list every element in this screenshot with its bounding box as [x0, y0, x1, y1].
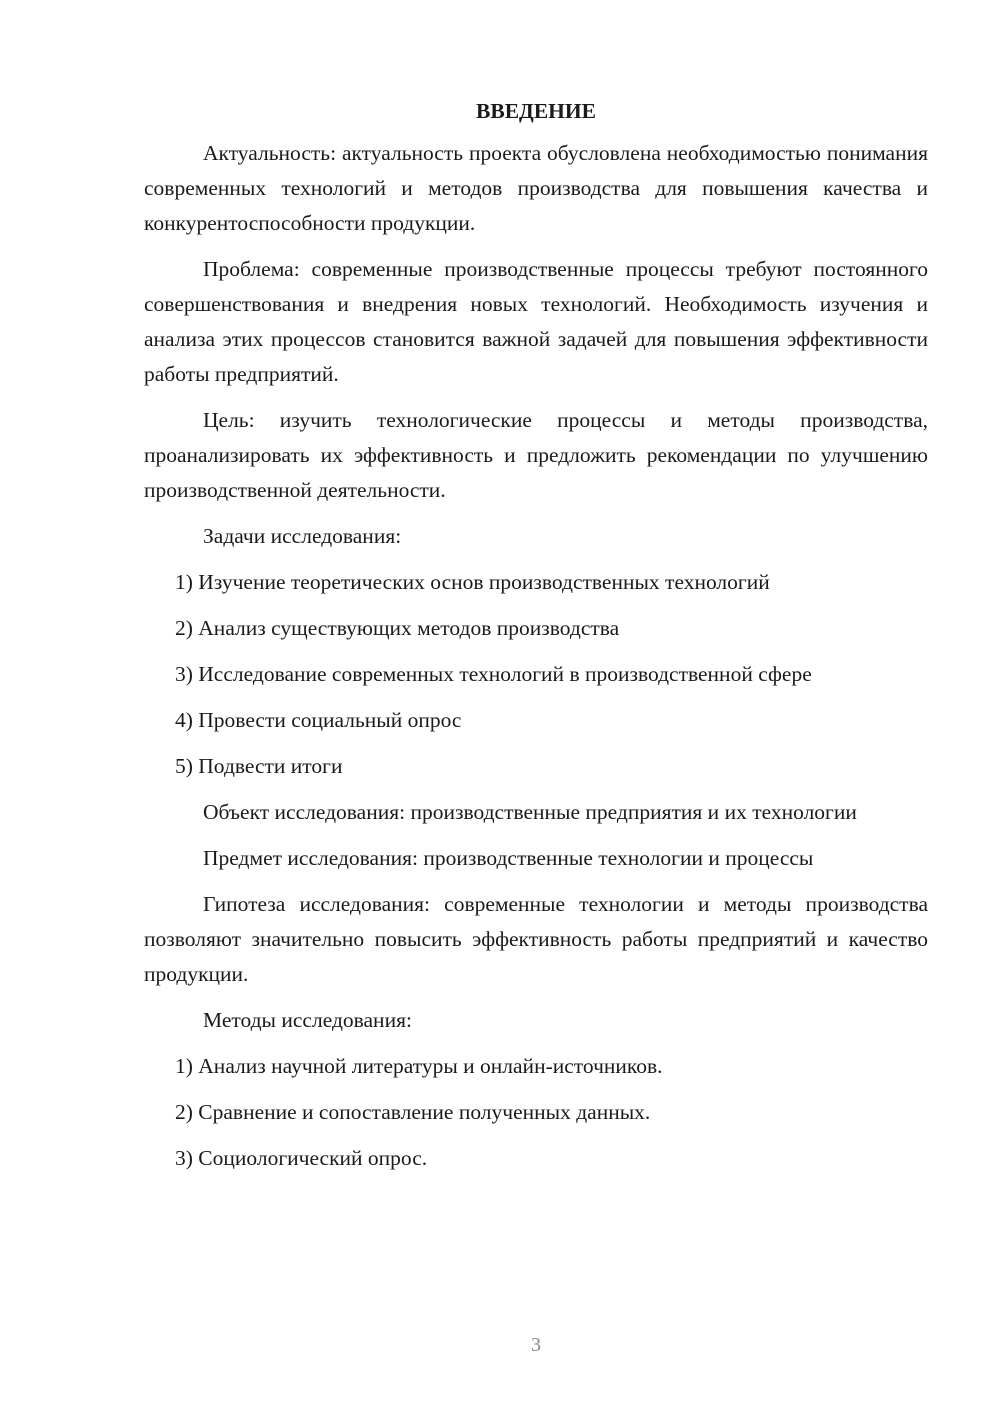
subject-paragraph: Предмет исследования: производственные технологии и процессы [203, 846, 814, 870]
section-title: ВВЕДЕНИЕ [476, 99, 596, 123]
list-item: 2) Сравнение и сопоставление полученных данных. [175, 1100, 651, 1124]
tasks-list [144, 565, 928, 784]
methods-list [144, 1049, 928, 1176]
hypothesis-paragraph: Гипотеза исследования: современные технологии и методы производства позволяют значительно повысить эффективность работы предприятий и качество продукции. [144, 892, 928, 986]
list-item: 3) Исследование современных технологий в производственной сфере [175, 662, 812, 686]
object-paragraph: Объект исследования: производственные предприятия и их технологии [203, 800, 857, 824]
list-item: 1) Изучение теоретических основ производственных технологий [175, 570, 770, 594]
list-item: 5) Подвести итоги [175, 754, 343, 778]
list-item: 3) Социологический опрос. [175, 1146, 428, 1170]
problem-paragraph: Проблема: современные производственные процессы требуют постоянного совершенствования и внедрения новых технологий. Необходимость изучения и анализа этих процессов становится важной задачей для повышения эффективности работы предприятий. [144, 257, 928, 386]
document-body [144, 96, 928, 1187]
tasks-heading: Задачи исследования: [203, 524, 402, 548]
list-item: 4) Провести социальный опрос [175, 708, 462, 732]
methods-heading: Методы исследования: [203, 1008, 412, 1032]
goal-paragraph: Цель: изучить технологические процессы и методы производства, проанализировать их эффективность и предложить рекомендации по улучшению производственной деятельности. [144, 408, 928, 502]
list-item: 2) Анализ существующих методов производства [175, 616, 620, 640]
list-item: 1) Анализ научной литературы и онлайн-источников. [175, 1054, 663, 1078]
page-number: 3 [531, 1334, 541, 1356]
relevance-paragraph: Актуальность: актуальность проекта обусловлена необходимостью понимания современных технологий и методов производства для повышения качества и конкурентоспособности продукции. [144, 141, 928, 235]
